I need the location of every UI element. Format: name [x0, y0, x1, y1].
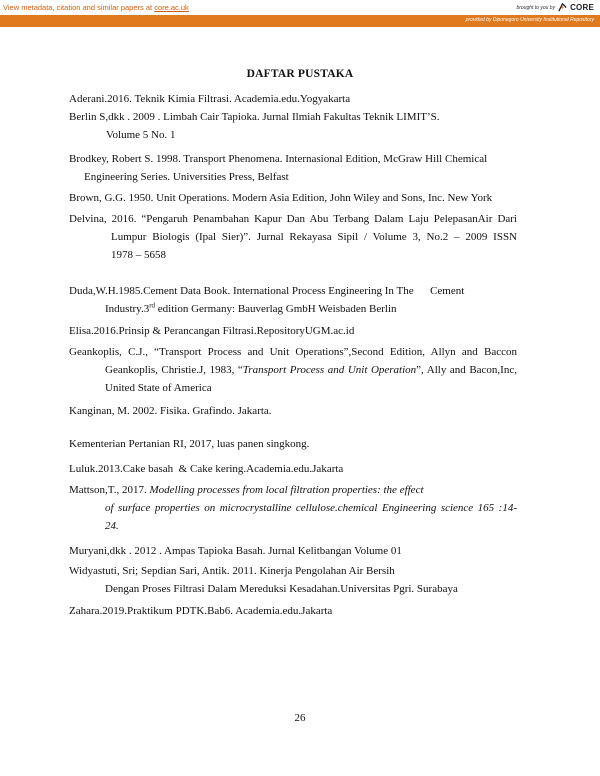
reference-line: Zahara.2019.Praktikum PDTK.Bab6. Academia.edu.Jakarta [69, 605, 333, 617]
reference-zahara [69, 602, 517, 620]
reference-italic-text: Modelling processes from local filtration properties: the effect [149, 484, 424, 496]
reference-text: edition Germany: Bauverlag GmbH Weisbaden Berlin [155, 303, 397, 315]
reference-text: Geankoplis, Christie.J, 1983, “ [105, 364, 243, 376]
core-metadata-link[interactable] [3, 3, 189, 12]
reference-line-duda-2 [69, 300, 517, 318]
reference-line: Widyastuti, Sri; Sepdian Sari, Antik. 2011. Kinerja Pengolahan Air Bersih [69, 565, 395, 577]
reference-line: 1978 – 5658 [111, 249, 166, 261]
reference-brown [69, 189, 517, 207]
brought-to-you-by [516, 2, 594, 13]
reference-kementerian [69, 435, 517, 453]
reference-line-geankoplis-2 [69, 361, 517, 379]
reference-line: Kementerian Pertanian RI, 2017, luas panen singkong. [69, 438, 310, 450]
page-title: DAFTAR PUSTAKA [246, 68, 354, 80]
page-number: 26 [294, 712, 306, 724]
reference-luluk [69, 460, 517, 478]
reference-line: Kanginan, M. 2002. Fisika. Grafindo. Jakarta. [69, 405, 272, 417]
superscript-rd: rd [149, 301, 156, 310]
reference-muryani [69, 542, 517, 560]
reference-widyastuti [69, 562, 517, 598]
reference-line: Duda,W.H.1985.Cement Data Book. International Process Engineering In The Cement [69, 285, 465, 297]
core-link-prefix: View metadata, citation and similar papers at [3, 3, 155, 12]
reference-line: 24. [105, 520, 119, 532]
core-banner [0, 0, 600, 27]
reference-line: Luluk.2013.Cake basah & Cake kering.Academia.edu.Jakarta [69, 463, 344, 475]
reference-italic-text: Transport Process and Unit Operation [242, 364, 417, 376]
reference-elisa [69, 322, 517, 340]
reference-line: Lumpur Biologis (Ipal Sier)”. Jurnal Rekayasa Sipil / Volume 3, No.2 – 2009 ISSN [111, 231, 517, 243]
reference-line: Aderani.2016. Teknik Kimia Filtrasi. Academia.edu.Yogyakarta [69, 93, 351, 105]
reference-line: Brodkey, Robert S. 1998. Transport Phenomena. Internasional Edition, McGraw Hill Chemical [69, 153, 488, 165]
reference-kanginan [69, 402, 517, 420]
brought-by-text: brought to you by [516, 4, 556, 11]
reference-mattson [69, 481, 517, 535]
reference-line: Brown, G.G. 1950. Unit Operations. Modern Asia Edition, John Wiley and Sons, Inc. New York [69, 192, 493, 204]
reference-delvina [69, 210, 517, 264]
reference-brodkey [69, 150, 517, 186]
reference-line: Delvina, 2016. “Pengaruh Penambahan Kapur Dan Abu Terbang Dalam Laju PelepasanAir Dari [69, 213, 517, 225]
reference-line: Engineering Series. Universities Press, Belfast [84, 171, 289, 183]
reference-line: Muryani,dkk . 2012 . Ampas Tapioka Basah. Jurnal Kelitbangan Volume 01 [69, 545, 402, 557]
reference-line: Volume 5 No. 1 [106, 129, 176, 141]
reference-line-mattson-1 [69, 481, 517, 499]
reference-line: Elisa.2016.Prinsip & Perancangan Filtrasi.RepositoryUGM.ac.id [69, 325, 355, 337]
reference-line: of surface properties on microcrystalline cellulose.chemical Engineering science 165 :14- [105, 502, 517, 514]
reference-text: Industry.3 [105, 303, 150, 315]
reference-line: Dengan Proses Filtrasi Dalam Mereduksi Kesadahan.Universitas Pgri. Surabaya [105, 583, 458, 595]
reference-geankoplis [69, 343, 517, 397]
core-link-domain: core.ac.uk [154, 3, 189, 12]
reference-line: United State of America [105, 382, 212, 394]
reference-duda [69, 282, 517, 318]
reference-text: ”, Ally and Bacon,Inc, [416, 364, 517, 376]
core-brand: CORE [570, 3, 594, 12]
reference-berlin [69, 108, 517, 144]
reference-text: Mattson,T., 2017. [69, 484, 150, 496]
reference-line: Berlin S,dkk . 2009 . Limbah Cair Tapioka. Jurnal Ilmiah Fakultas Teknik LIMIT’S. [69, 111, 440, 123]
reference-line: Geankoplis, C.J., “Transport Process and Unit Operations”,Second Edition, Allyn and Baccon [69, 346, 517, 358]
provided-by-text: provided by Diponegoro University Institutional Repository [465, 16, 594, 23]
core-logo-icon [557, 2, 568, 13]
reference-aderani [69, 90, 517, 108]
